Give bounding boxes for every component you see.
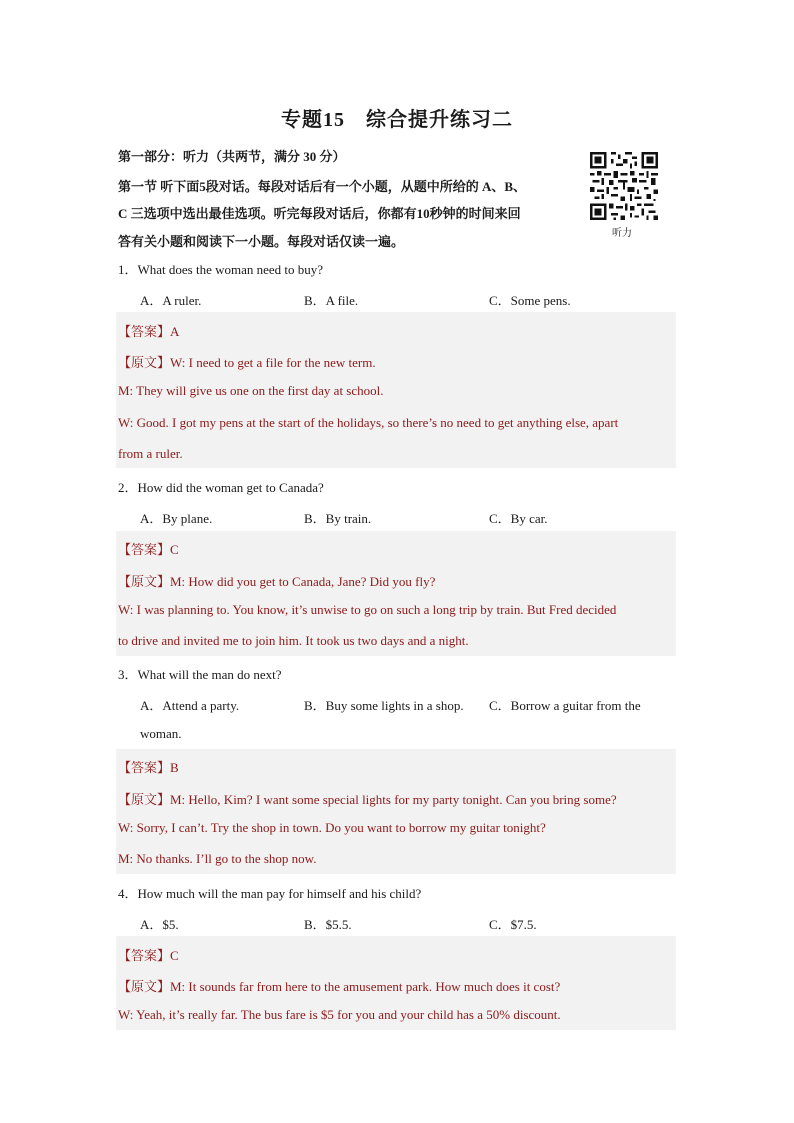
q2-transcript-line-2: W: I was planning to. You know, it’s unwise to go on such a long trip by train. But Fred decided: [118, 602, 617, 617]
q3-option-c-continued: woman.: [140, 726, 182, 741]
section-intro-line-2: C 三选项中选出最佳选项。听完每段对话后，你都有10秒钟的时间来回: [118, 206, 521, 221]
q4-answer: 【答案】C: [118, 948, 179, 963]
q1-option-b: B．A file.: [304, 293, 359, 308]
q4-transcript-line-1: 【原文】M: It sounds far from here to the amusement park. How much does it cost?: [118, 979, 561, 994]
page-title: 专题15 综合提升练习二: [281, 109, 513, 131]
q3-answer: 【答案】B: [118, 760, 179, 775]
q3-transcript-line-3: M: No thanks. I’ll go to the shop now.: [118, 851, 317, 866]
q2-option-b: B．By train.: [304, 511, 372, 526]
q4-option-a: A．$5.: [140, 917, 179, 932]
question-3: 3．What will the man do next?: [118, 667, 282, 682]
q1-transcript-line-1: 【原文】W: I need to get a file for the new term.: [118, 355, 376, 370]
q1-transcript-line-2: M: They will give us one on the first day at school.: [118, 383, 384, 398]
qr-code-icon: [590, 152, 658, 220]
q3-transcript-line-1: 【原文】M: Hello, Kim? I want some special lights for my party tonight. Can you bring some?: [118, 792, 617, 807]
q1-transcript-line-4: from a ruler.: [118, 446, 183, 461]
q1-transcript-line-3: W: Good. I got my pens at the start of the holidays, so there’s no need to get anything else, apart: [118, 415, 619, 430]
q3-option-b: B．Buy some lights in a shop.: [304, 698, 464, 713]
q3-option-c: C．Borrow a guitar from the: [489, 698, 641, 713]
q4-option-b: B．$5.5.: [304, 917, 352, 932]
qr-code-label: 听力: [612, 228, 632, 239]
question-1: 1．What does the woman need to buy?: [118, 262, 324, 277]
q2-transcript-line-1: 【原文】M: How did you get to Canada, Jane? Did you fly?: [118, 574, 436, 589]
q4-option-c: C．$7.5.: [489, 917, 537, 932]
q1-option-a: A．A ruler.: [140, 293, 202, 308]
q3-transcript-line-2: W: Sorry, I can’t. Try the shop in town. Do you want to borrow my guitar tonight?: [118, 820, 546, 835]
section-intro-line-1: 第一节 听下面5段对话。每段对话后有一个小题，从题中所给的 A、B、: [118, 179, 527, 194]
question-2: 2．How did the woman get to Canada?: [118, 480, 324, 495]
q2-answer: 【答案】C: [118, 542, 179, 557]
section-intro-line-3: 答有关小题和阅读下一小题。每段对话仅读一遍。: [118, 234, 405, 249]
q1-answer: 【答案】A: [118, 324, 180, 339]
q3-option-a: A．Attend a party.: [140, 698, 240, 713]
part-heading: 第一部分：听力（共两节，满分 30 分）: [118, 149, 346, 164]
q4-transcript-line-2: W: Yeah, it’s really far. The bus fare is $5 for you and your child has a 50% discount.: [118, 1007, 561, 1022]
q2-option-c: C．By car.: [489, 511, 548, 526]
q2-option-a: A．By plane.: [140, 511, 213, 526]
question-4: 4．How much will the man pay for himself and his child?: [118, 886, 422, 901]
q2-transcript-line-3: to drive and invited me to join him. It took us two days and a night.: [118, 633, 469, 648]
q1-option-c: C．Some pens.: [489, 293, 571, 308]
